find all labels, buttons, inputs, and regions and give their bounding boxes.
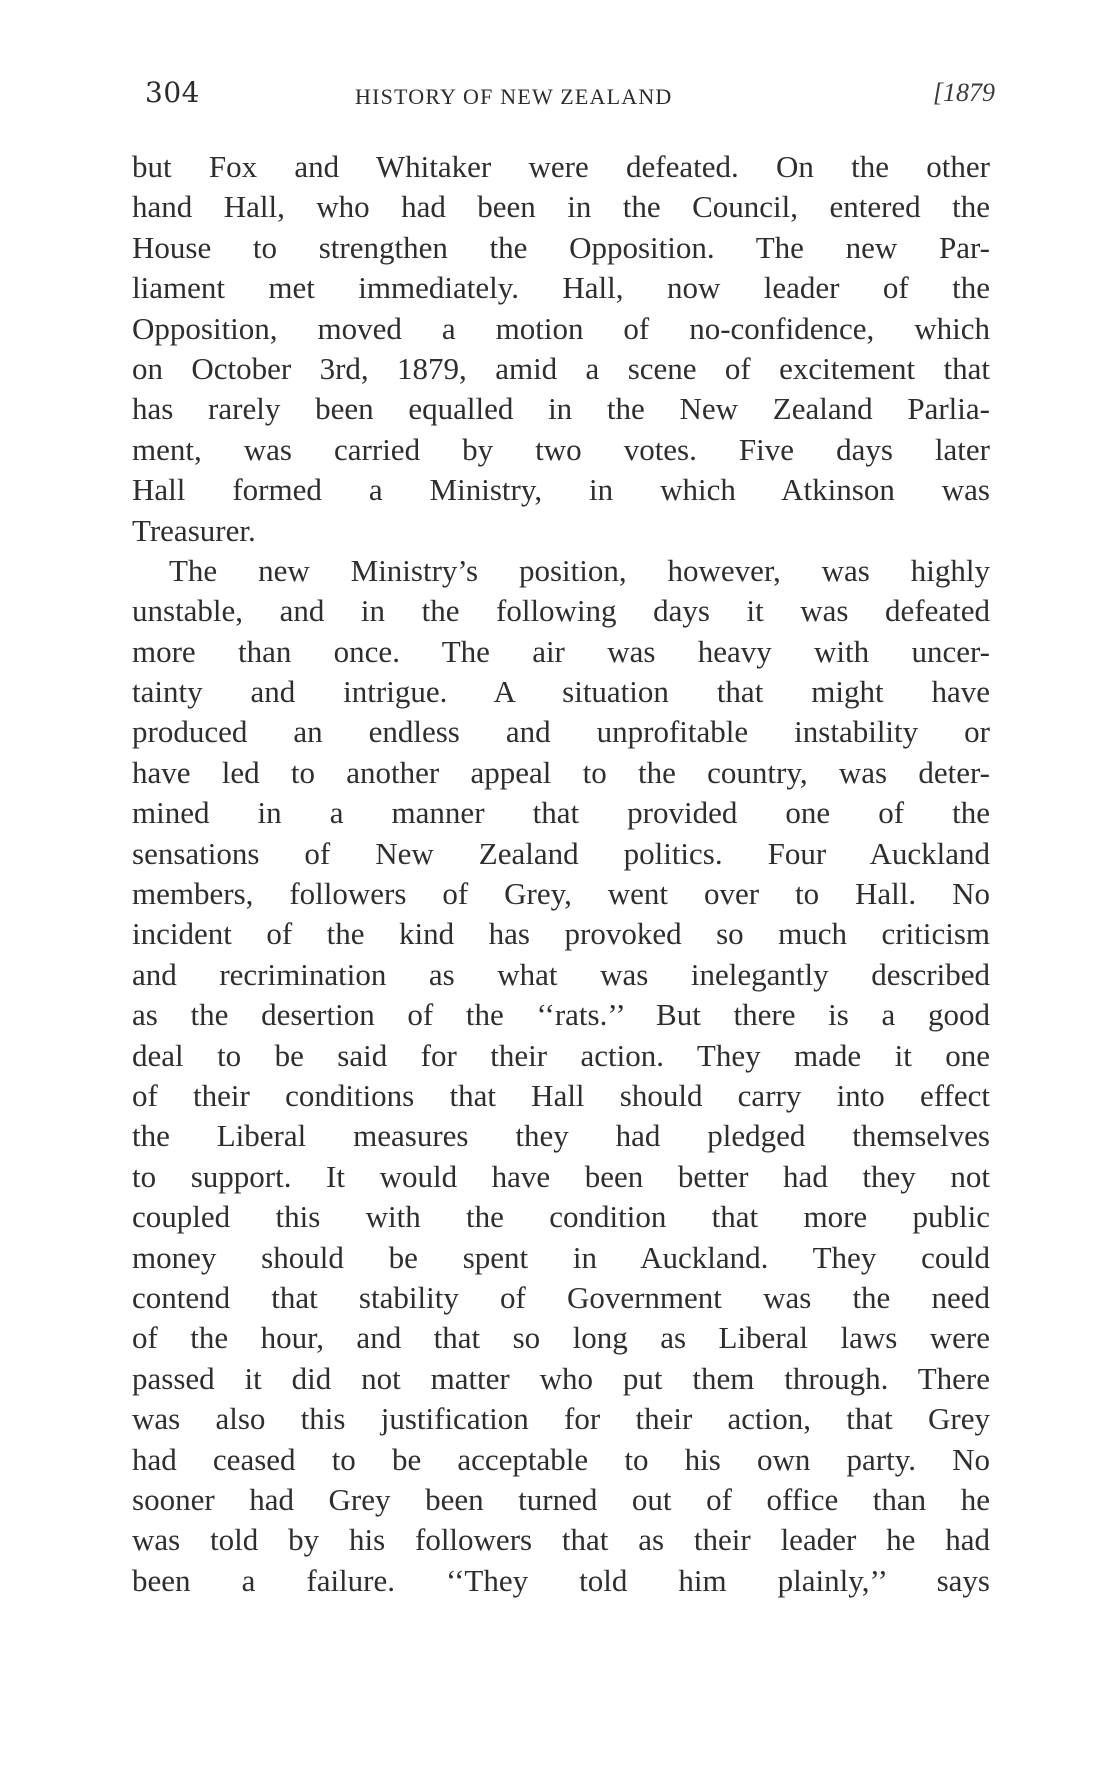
- text-line: has rarely been equalled in the New Zealand Parlia-: [132, 391, 990, 427]
- text-line: of their conditions that Hall should carry into effect: [132, 1077, 990, 1113]
- text-line: on October 3rd, 1879, amid a scene of excitement that: [132, 350, 990, 386]
- text-line: was also this justification for their action, that Grey: [132, 1401, 990, 1437]
- text-line: deal to be said for their action. They made it one: [132, 1037, 990, 1073]
- text-line: had ceased to be acceptable to his own party. No: [132, 1441, 990, 1477]
- text-line: coupled this with the condition that more public: [132, 1199, 990, 1235]
- text-line: incident of the kind has provoked so much criticism: [132, 916, 990, 952]
- text-line: Opposition, moved a motion of no-confidence, which: [132, 310, 990, 346]
- text-line: money should be spent in Auckland. They could: [132, 1239, 990, 1275]
- text-line: and recrimination as what was inelegantly described: [132, 956, 990, 992]
- text-line: Hall formed a Ministry, in which Atkinson was: [132, 472, 990, 508]
- text-line: the Liberal measures they had pledged themselves: [132, 1118, 990, 1154]
- text-line: to support. It would have been better had they not: [132, 1158, 990, 1194]
- text-line: of the hour, and that so long as Liberal laws were: [132, 1320, 990, 1356]
- text-line: been a failure. ‘‘They told him plainly,’’ says: [132, 1562, 990, 1598]
- text-line: as the desertion of the ‘‘rats.’’ But there is a good: [132, 997, 990, 1033]
- text-line: mined in a manner that provided one of the: [132, 795, 990, 831]
- paragraph-1: [132, 147, 990, 551]
- year-reference: [1879: [932, 78, 995, 107]
- text-line: tainty and intrigue. A situation that might have: [132, 674, 990, 710]
- text-line: The new Ministry’s position, however, was highly: [169, 552, 990, 588]
- text-line: have led to another appeal to the country, was deter-: [132, 754, 990, 790]
- text-line: hand Hall, who had been in the Council, entered the: [132, 189, 990, 225]
- text-line: unstable, and in the following days it was defeated: [132, 593, 990, 629]
- text-line: but Fox and Whitaker were defeated. On the other: [132, 149, 990, 184]
- text-line: was told by his followers that as their leader he had: [132, 1522, 990, 1558]
- text-line: Treasurer.: [132, 512, 256, 548]
- page-header: [145, 74, 995, 114]
- text-line: liament met immediately. Hall, now leader of the: [132, 270, 990, 306]
- paragraph-2: [132, 551, 990, 1601]
- text-line: produced an endless and unprofitable instability or: [132, 714, 990, 750]
- text-line: members, followers of Grey, went over to Hall. No: [132, 876, 990, 912]
- running-title: HISTORY OF NEW ZEALAND: [355, 84, 673, 109]
- text-line: sensations of New Zealand politics. Four Auckland: [132, 835, 990, 871]
- text-line: passed it did not matter who put them through. There: [132, 1360, 990, 1396]
- text-line: contend that stability of Government was the need: [132, 1279, 990, 1315]
- text-line: sooner had Grey been turned out of office than he: [132, 1481, 990, 1517]
- text-line: more than once. The air was heavy with uncer-: [132, 633, 990, 669]
- page-number: 304: [145, 76, 200, 109]
- text-line: House to strengthen the Opposition. The new Par-: [132, 229, 990, 265]
- text-line: ment, was carried by two votes. Five days later: [132, 431, 990, 467]
- body-text: [132, 147, 990, 1601]
